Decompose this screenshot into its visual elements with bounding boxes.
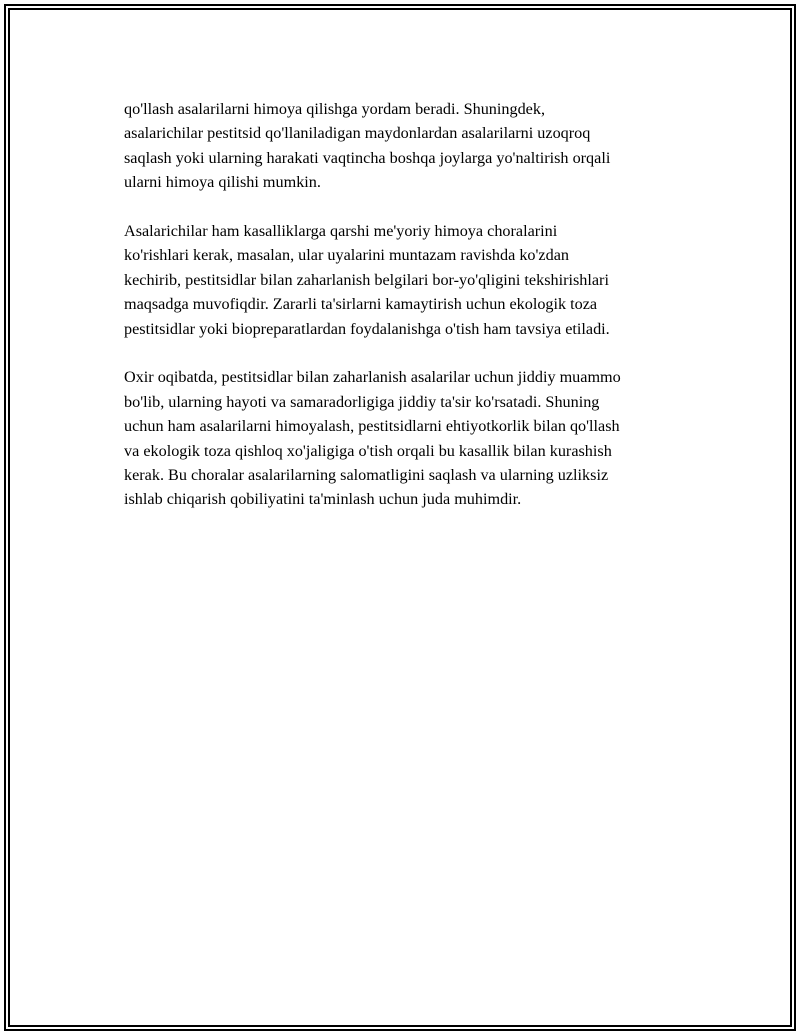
document-body [124, 97, 704, 536]
page-frame [4, 4, 796, 1031]
paragraph-3: Oxir oqibatda, pestitsidlar bilan zaharlanish asalarilar uchun jiddiy muammo bo'lib, ularning hayoti va samaradorligiga jiddiy ta'sir ko'rsatadi. Shuning uchun ham asalarilarni himoyalash, pestitsidlarni ehtiyotkorlik bilan qo'llash va ekologik toza qishloq xo'jaligiga o'tish orqali bu kasallik bilan kurashish kerak. Bu choralar asalarilarning salomatligini saqlash va ularning uzliksiz ishlab chiqarish qobiliyatini ta'minlash uchun juda muhimdir. [124, 368, 621, 509]
paragraph-2: Asalarichilar ham kasalliklarga qarshi me'yoriy himoya choralarini ko'rishlari kerak, masalan, ular uyalarini muntazam ravishda ko'zdan kechirib, pestitsidlar bilan zaharlanish belgilari bor-yo'qligini tekshirishlari maqsadga muvofiqdir. Zararli ta'sirlarni kamaytirish uchun ekologik toza pestitsidlar yoki biopreparatlardan foydalanishga o'tish ham tavsiya etiladi. [124, 222, 610, 338]
paragraph-1: qo'llash asalarilarni himoya qilishga yordam beradi. Shuningdek, asalarichilar pestitsid qo'llaniladigan maydonlardan asalarilarni uzoqroq saqlash yoki ularning harakati vaqtincha boshqa joylarga yo'naltirish orqali ularni himoya qilishi mumkin. [124, 100, 611, 192]
